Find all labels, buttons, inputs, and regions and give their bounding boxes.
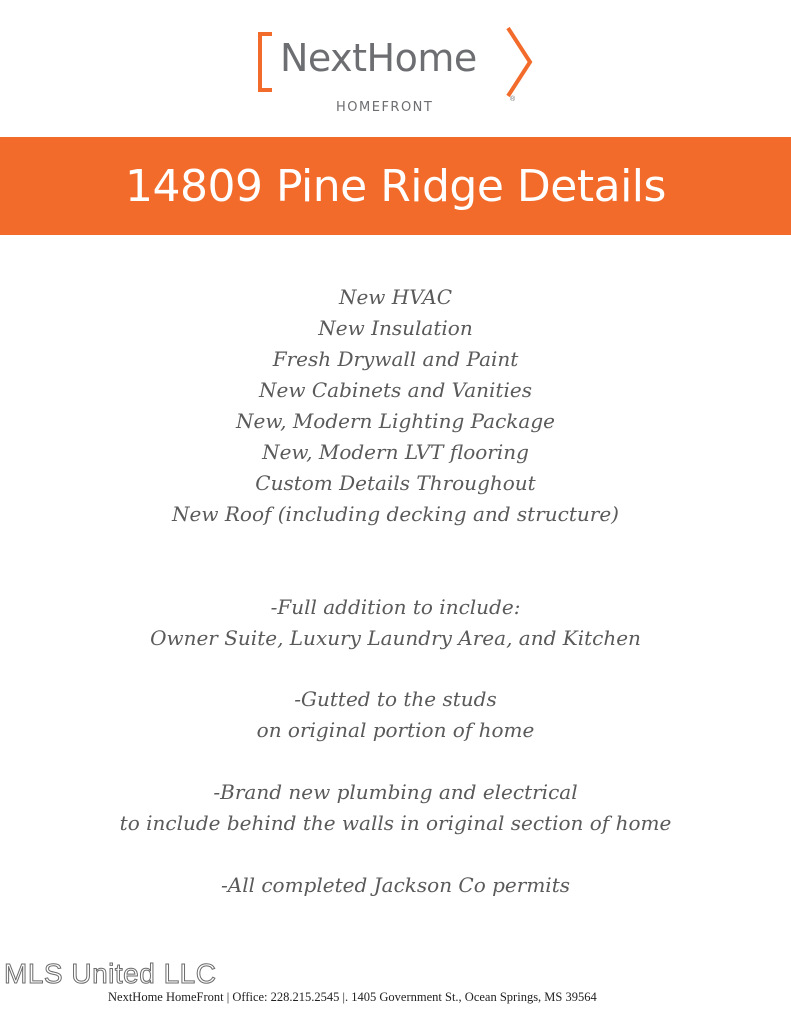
logo-subtitle: HOMEFRONT [336,100,434,115]
features-list [0,282,791,530]
logo-registered-mark: ® [510,96,516,103]
note-line: Owner Suite, Luxury Laundry Area, and Kitchen [150,626,641,650]
feature-item: New HVAC [338,285,453,309]
note-line: -All completed Jackson Co permits [221,873,570,897]
note-line: to include behind the walls in original section of home [119,811,672,835]
feature-item: New Roof (including decking and structure) [172,502,619,526]
footer-contact: NextHome HomeFront | Office: 228.215.2545 |. 1405 Government St., Ocean Springs, MS 39564 [108,990,597,1004]
note-permits [0,870,791,901]
note-gutted [0,684,791,746]
note-addition [0,592,791,654]
page-title: 14809 Pine Ridge Details [125,160,666,212]
feature-item: New Cabinets and Vanities [259,378,532,402]
feature-item: Custom Details Throughout [255,471,536,495]
logo-wordmark: NextHome [280,36,477,80]
logo-chevron-icon [504,26,534,98]
feature-item: New, Modern Lighting Package [236,409,555,433]
feature-item: Fresh Drywall and Paint [272,347,519,371]
note-line: -Brand new plumbing and electrical [213,780,578,804]
note-line: on original portion of home [256,718,535,742]
feature-item: New Insulation [318,316,473,340]
nexthome-logo [258,26,538,126]
title-banner [0,137,791,235]
note-plumbing [0,777,791,839]
note-line: -Full addition to include: [270,595,521,619]
mls-watermark: MLS United LLC [4,958,217,989]
note-line: -Gutted to the studs [294,687,497,711]
feature-item: New, Modern LVT flooring [262,440,529,464]
logo-bracket-icon [258,32,272,92]
